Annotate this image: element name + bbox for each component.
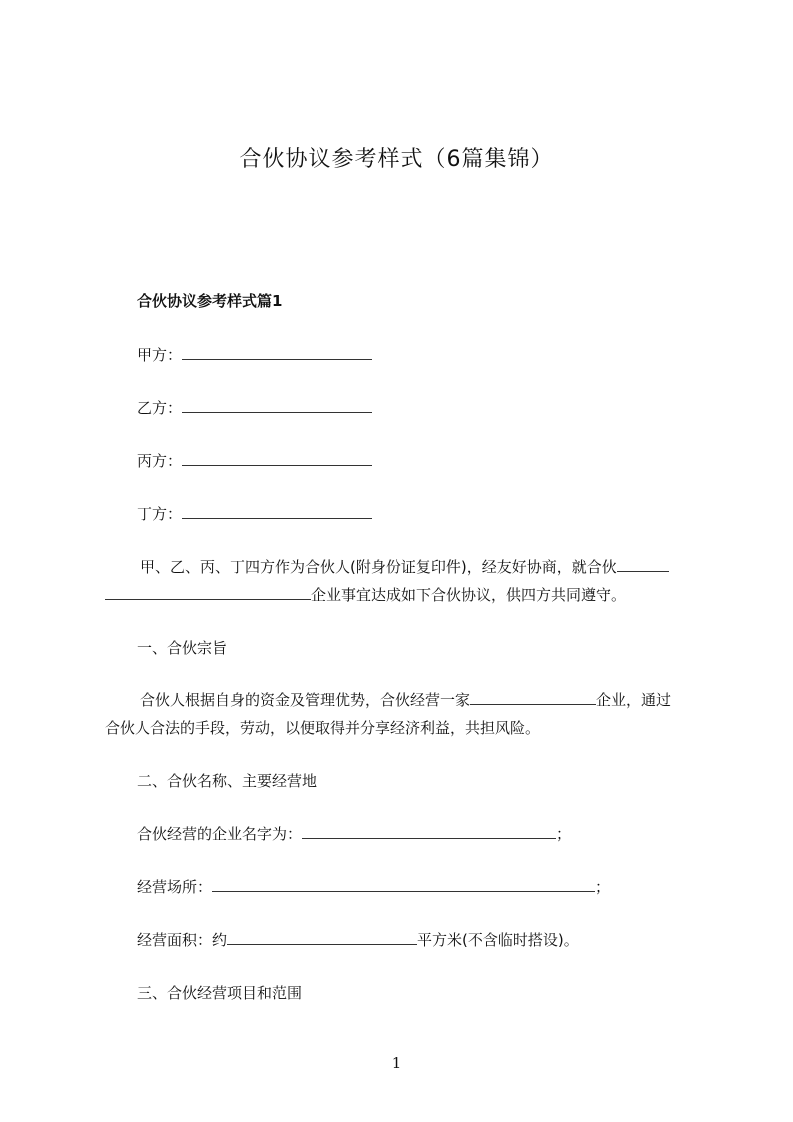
party-blank: [182, 504, 372, 519]
enterprise-blank: [470, 690, 596, 705]
party-jia: [137, 345, 372, 365]
intro-blank-2: [105, 585, 311, 600]
party-blank: [182, 451, 372, 466]
party-label: 丁方：: [137, 505, 183, 523]
enterprise-name-blank: [302, 824, 556, 839]
clause1-line-1: 合伙人根据自身的资金及管理优势，合伙经营一家 企业，通过: [140, 691, 672, 709]
clause-heading: 三、合伙经营项目和范围: [137, 984, 303, 1002]
business-place-line: 经营场所： ；: [137, 878, 611, 896]
section-heading: 合伙协议参考样式篇1: [137, 292, 283, 310]
party-label: 乙方：: [137, 399, 183, 417]
business-area-blank: [227, 930, 417, 945]
intro-line-2: 企业事宜达成如下合伙协议，供四方共同遵守。: [105, 585, 626, 605]
document-title: 合伙协议参考样式（6篇集锦）: [239, 147, 554, 172]
party-ding: [137, 504, 372, 524]
enterprise-name-line: 合伙经营的企业名字为： ；: [137, 825, 572, 843]
party-yi: [137, 398, 372, 418]
clause-heading: 二、合伙名称、主要经营地: [137, 772, 318, 790]
clause-heading: 一、合伙宗旨: [137, 639, 228, 657]
business-area-line: 经营面积：约 平方米(不含临时搭设)。: [137, 931, 579, 949]
business-place-blank: [212, 877, 595, 892]
party-label: 丙方：: [137, 452, 183, 470]
party-blank: [182, 345, 372, 360]
intro-blank-1: [617, 557, 669, 572]
party-label: 甲方：: [137, 346, 183, 364]
party-blank: [182, 398, 372, 413]
page-number: 1: [391, 1054, 402, 1072]
intro-line-1: 甲、乙、丙、丁四方作为合伙人(附身份证复印件)，经友好协商，就合伙: [140, 557, 669, 577]
clause1-line-2: 合伙人合法的手段，劳动，以便取得并分享经济利益，共担风险。: [105, 719, 541, 737]
party-bing: [137, 451, 372, 471]
